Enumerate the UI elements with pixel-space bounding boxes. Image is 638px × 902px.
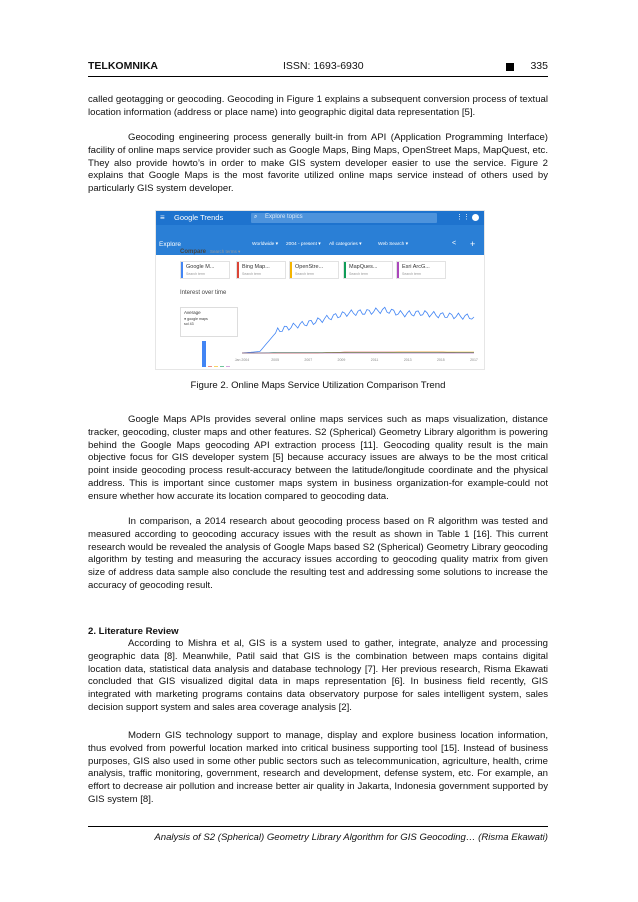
paragraph-body-1: Google Maps APIs provides several online maps services such as maps visualization, distance tracker, geocoding, cluster maps and other features. S2 (Spherical) Geometry Library algorithm is powering behind the Google Maps geocoding API extraction process [11]. Geocoding quality result is the main objective focus for GIS developer system [5] because accuracy issues are always to be the most critical point inside geocoding process result-accuracy between the latitude/longitude coordinate and the physical address. This is important since customer maps system in business organization-for example-could not ensure whether how accurate its location compared to geocoding data.	[88, 414, 548, 502]
explore-label: Explore	[159, 241, 182, 248]
add-icon[interactable]: +	[470, 239, 476, 249]
paragraph-body-2: In comparison, a 2014 research about geocoding process based on R algorithm was tested and measured according to geocoding accuracy issues with the result as shown in Table 1 [16]. This current research would be revealed the analysis of Google Maps based S2 (Spherical) Geometry Library geocoding algorithm by testing and measuring the accuracy issues according to geocoding quality matrix from given size of address data sample also conclude the resulting test and addressing some solutions to increase the accuracy of geocoding result.	[88, 516, 548, 591]
paragraph-intro-1: called geotagging or geocoding. Geocoding in Figure 1 explains a subsequent conversion process of textual location information (address or place name) into geographic digital data representation [5].	[88, 94, 548, 118]
term-color-swatch	[397, 262, 399, 278]
x-tick-label: 2009	[337, 358, 346, 362]
trends-brand: Google Trends	[174, 213, 224, 222]
square-bullet-icon	[506, 63, 514, 71]
header-rule	[88, 76, 548, 77]
term-color-swatch	[290, 262, 292, 278]
term-sub: Search term	[295, 272, 315, 276]
average-term: ● google maps	[184, 317, 208, 321]
term-name: Esri ArcG...	[402, 264, 430, 270]
search-icon: ⌕	[254, 214, 258, 220]
term-color-swatch	[344, 262, 346, 278]
filter-category[interactable]: All categories ▾	[329, 242, 362, 247]
page-number: 335	[530, 60, 548, 72]
term-name: Google M...	[186, 264, 215, 270]
term-sub: Search term	[402, 272, 422, 276]
x-tick-label: 2011	[370, 358, 379, 362]
average-bar	[214, 366, 218, 367]
term-sub: Search term	[186, 272, 206, 276]
filter-region[interactable]: Worldwide ▾	[252, 242, 279, 247]
filter-search-type[interactable]: Web Search ▾	[378, 242, 409, 247]
journal-name: TELKOMNIKA	[88, 60, 158, 72]
term-card-bing-maps[interactable]	[236, 261, 286, 279]
filter-time[interactable]: 2004 - present ▾	[286, 242, 321, 247]
x-tick-label: 2013	[403, 358, 412, 362]
term-color-swatch	[181, 262, 183, 278]
term-card-esri[interactable]	[396, 261, 446, 279]
term-card-mapquest[interactable]	[343, 261, 393, 279]
x-tick-label: Jan 2004	[234, 358, 250, 362]
term-card-google-maps[interactable]	[180, 261, 230, 279]
compare-hint: Search terms ▾	[210, 249, 241, 254]
average-bar	[202, 341, 206, 367]
running-header	[88, 60, 548, 74]
footer-rule	[88, 826, 548, 827]
x-tick-label: 2007	[304, 358, 313, 362]
avatar[interactable]	[472, 214, 479, 221]
figure-caption: Figure 2. Online Maps Service Utilization Comparison Trend	[190, 380, 446, 391]
figure-google-trends	[155, 210, 485, 370]
section-heading: 2. Literature Review	[88, 626, 179, 637]
average-bar-chart	[200, 339, 236, 367]
average-bar	[226, 367, 230, 368]
term-sub: Search term	[349, 272, 369, 276]
trends-app-bar	[156, 211, 484, 225]
trends-search-placeholder: Explore topics	[265, 214, 303, 220]
interest-line-chart	[234, 299, 478, 363]
term-color-swatch	[237, 262, 239, 278]
x-tick-label: 2015	[436, 358, 445, 362]
paragraph-review-2: Modern GIS technology support to manage, display and explore business location information, thus evolved from powerful location marked into critical business supporting tool [15]. Instead of business purposes, GIS also used in some other public sectors such as telecommunication, agriculture, health, crime analysis, traffic monitoring, government, research and development, defense system, etc. For example, an effort to decrease air pollution and increase better air quality in Jakarta, Indonesia government supported by GIS system [8].	[88, 730, 548, 805]
issn: ISSN: 1693-6930	[283, 60, 364, 72]
trends-search-box[interactable]	[251, 213, 437, 223]
running-footer: Analysis of S2 (Spherical) Geometry Library Algorithm for GIS Geocoding… (Risma Ekawati)	[154, 832, 548, 843]
term-card-openstreet[interactable]	[289, 261, 339, 279]
menu-icon: ≡	[160, 213, 165, 222]
x-tick-label: 2017	[470, 358, 478, 362]
term-sub: Search term	[242, 272, 262, 276]
share-icon[interactable]: <	[452, 240, 457, 247]
term-name: Bing Map...	[242, 264, 270, 270]
x-tick-label: 2005	[271, 358, 280, 362]
paragraph-review-1: According to Mishra et al, GIS is a system used to gather, integrate, analyze and processing geographic data [8]. Meanwhile, Patil said that GIS is the combination between maps contains digital location data, statistical data analysis and database technology [7]. Her previous research, Risma Ekawati concluded that GIS visualized digital data in maps representation [6]. In business field recently, GIS integrated with marketing programs contains data observatory purpose for sales intelligent system, sales decision support system and sales area coverage analysis [2].	[88, 638, 548, 713]
average-bar	[220, 366, 224, 367]
compare-label: Compare Search terms ▾	[180, 249, 241, 255]
apps-grid-icon[interactable]: ⋮⋮	[456, 214, 470, 221]
average-value: sol 43	[184, 322, 194, 326]
term-name: MapQues...	[349, 264, 378, 270]
average-bar	[208, 366, 212, 367]
paragraph-intro-2: Geocoding engineering process generally built-in from API (Application Programming Interface) facility of online maps service provider such as Google Maps, Bing Maps, OpenStreet Maps, MapQuest, etc. They also provide howto’s in order to make GIS system developer easier to use the service. Figure 2 explains that Google Maps is the most favorite utilized online maps service instead of others used by particularly GIS system developer.	[88, 132, 548, 195]
term-name: OpenStre...	[295, 264, 324, 270]
interest-over-time-label: Interest over time	[180, 290, 227, 296]
average-title: Average	[184, 310, 201, 315]
series-line	[242, 307, 474, 353]
average-box	[180, 307, 238, 337]
